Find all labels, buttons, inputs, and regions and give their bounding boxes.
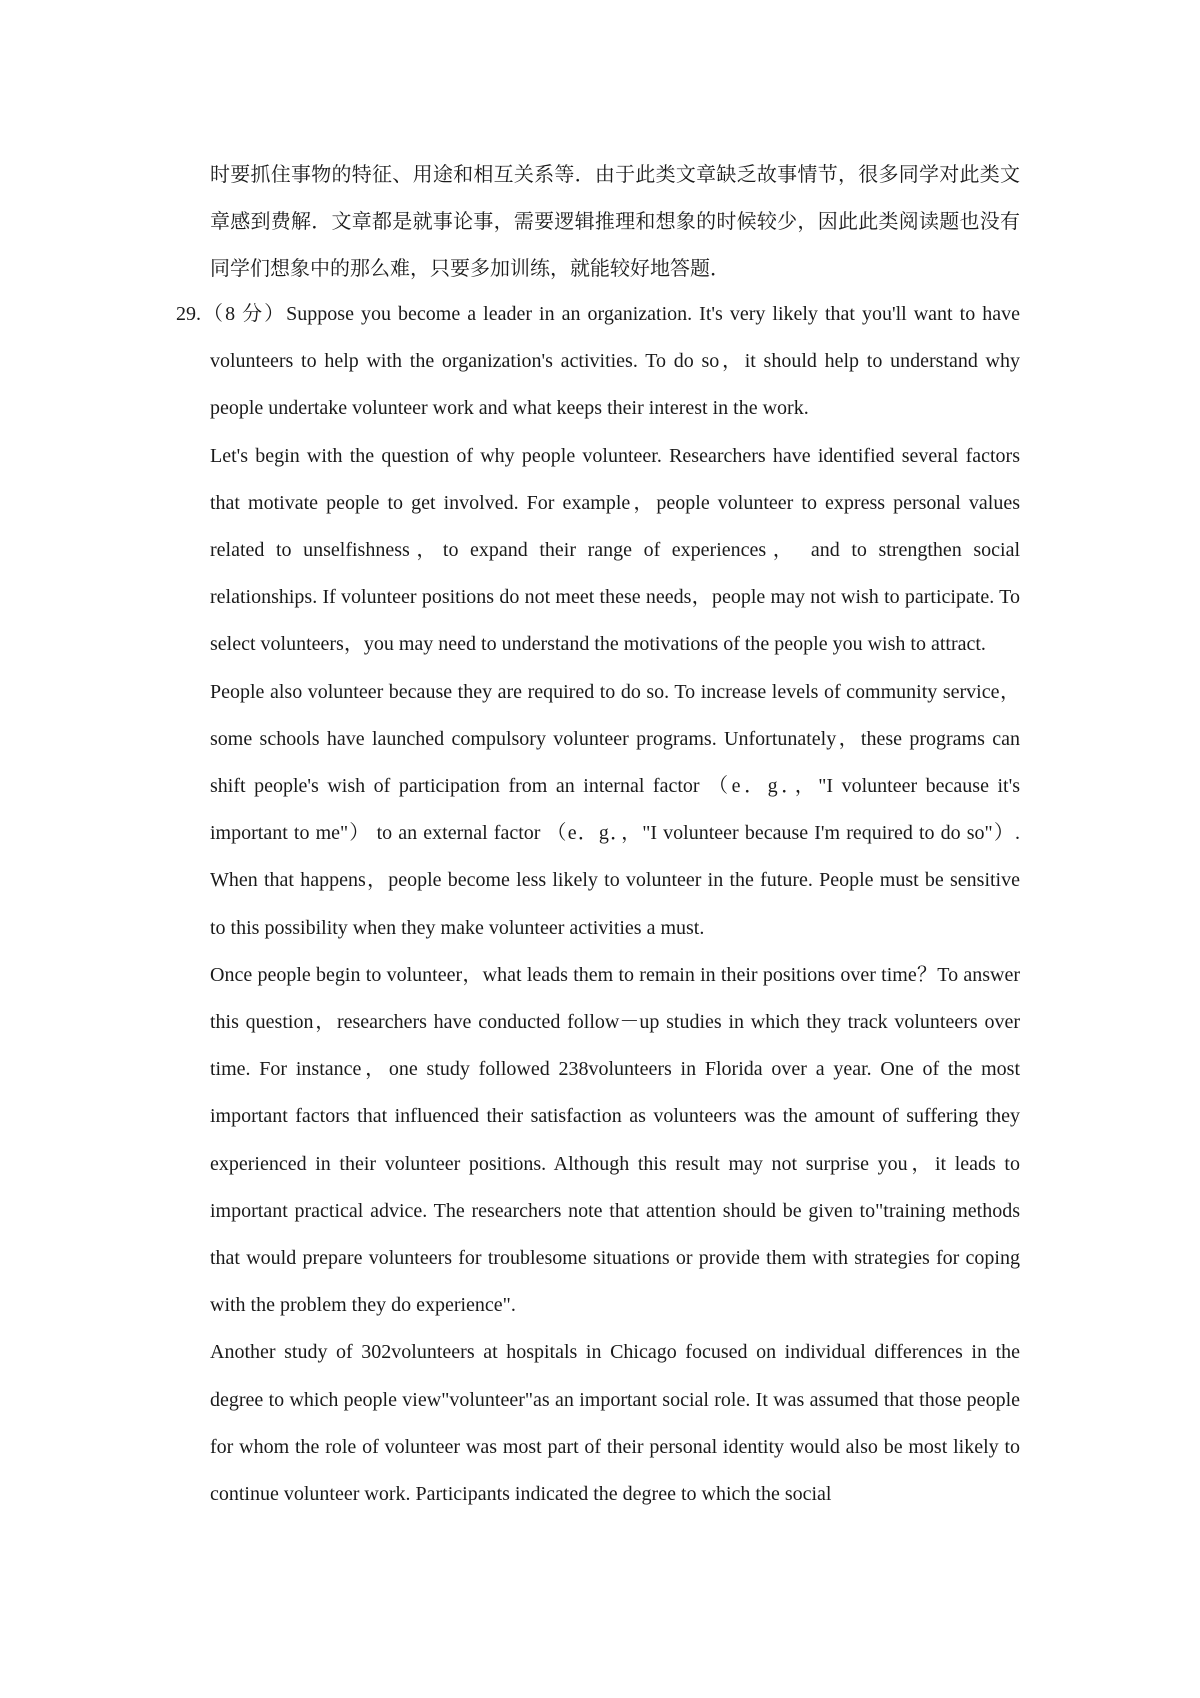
question-29	[176, 291, 1020, 1518]
intro-paragraph: 时要抓住事物的特征、用途和相互关系等．由于此类文章缺乏故事情节，很多同学对此类文章感到费解．文章都是就事论事，需要逻辑推理和想象的时候较少，因此此类阅读题也没有同学们想象中的那么难，只要多加训练，就能较好地答题．	[210, 164, 1020, 280]
question-score: （8 分）	[201, 303, 287, 325]
question-paragraph-3: People also volunteer because they are required to do so. To increase levels of community service，some schools have launched compulsory volunteer programs. Unfortunately，these programs can shift people's wish of participation from an internal factor （e．g．，"I volunteer because it's important to me"） to an external factor （e．g．，"I volunteer because I'm required to do so"）. When that happens，people become less likely to volunteer in the future. People must be sensitive to this possibility when they make volunteer activities a must.	[210, 680, 1020, 939]
question-paragraph-5: Another study of 302volunteers at hospitals in Chicago focused on individual differences in the degree to which people view"volunteer"as an important social role. It was assumed that those people for whom the role of volunteer was most part of their personal identity would also be most likely to continue volunteer work. Participants indicated the degree to which the social	[210, 1341, 1020, 1506]
question-paragraph-2: Let's begin with the question of why people volunteer. Researchers have identified several factors that motivate people to get involved. For example，people volunteer to express personal values related to unselfishness，to expand their range of experiences， and to strengthen social relationships. If volunteer positions do not meet these needs，people may not wish to participate. To select volunteers，you may need to understand the motivations of the people you wish to attract.	[210, 444, 1020, 656]
question-paragraph-4: Once people begin to volunteer，what leads them to remain in their positions over time？To answer this question，researchers have conducted follow－up studies in which they track volunteers over time. For instance，one study followed 238volunteers in Florida over a year. One of the most important factors that influenced their satisfaction as volunteers was the amount of suffering they experienced in their volunteer positions. Although this result may not surprise you，it leads to important practical advice. The researchers note that attention should be given to"training methods that would prepare volunteers for troublesome situations or provide them with strategies for coping with the problem they do experience".	[210, 963, 1020, 1317]
question-paragraph-1: Suppose you become a leader in an organization. It's very likely that you'll want to have volunteers to help with the organization's activities. To do so，it should help to understand why people undertake volunteer work and what keeps their interest in the work.	[210, 303, 1020, 420]
question-first-paragraph	[176, 291, 1020, 433]
question-number: 29.	[176, 303, 201, 325]
